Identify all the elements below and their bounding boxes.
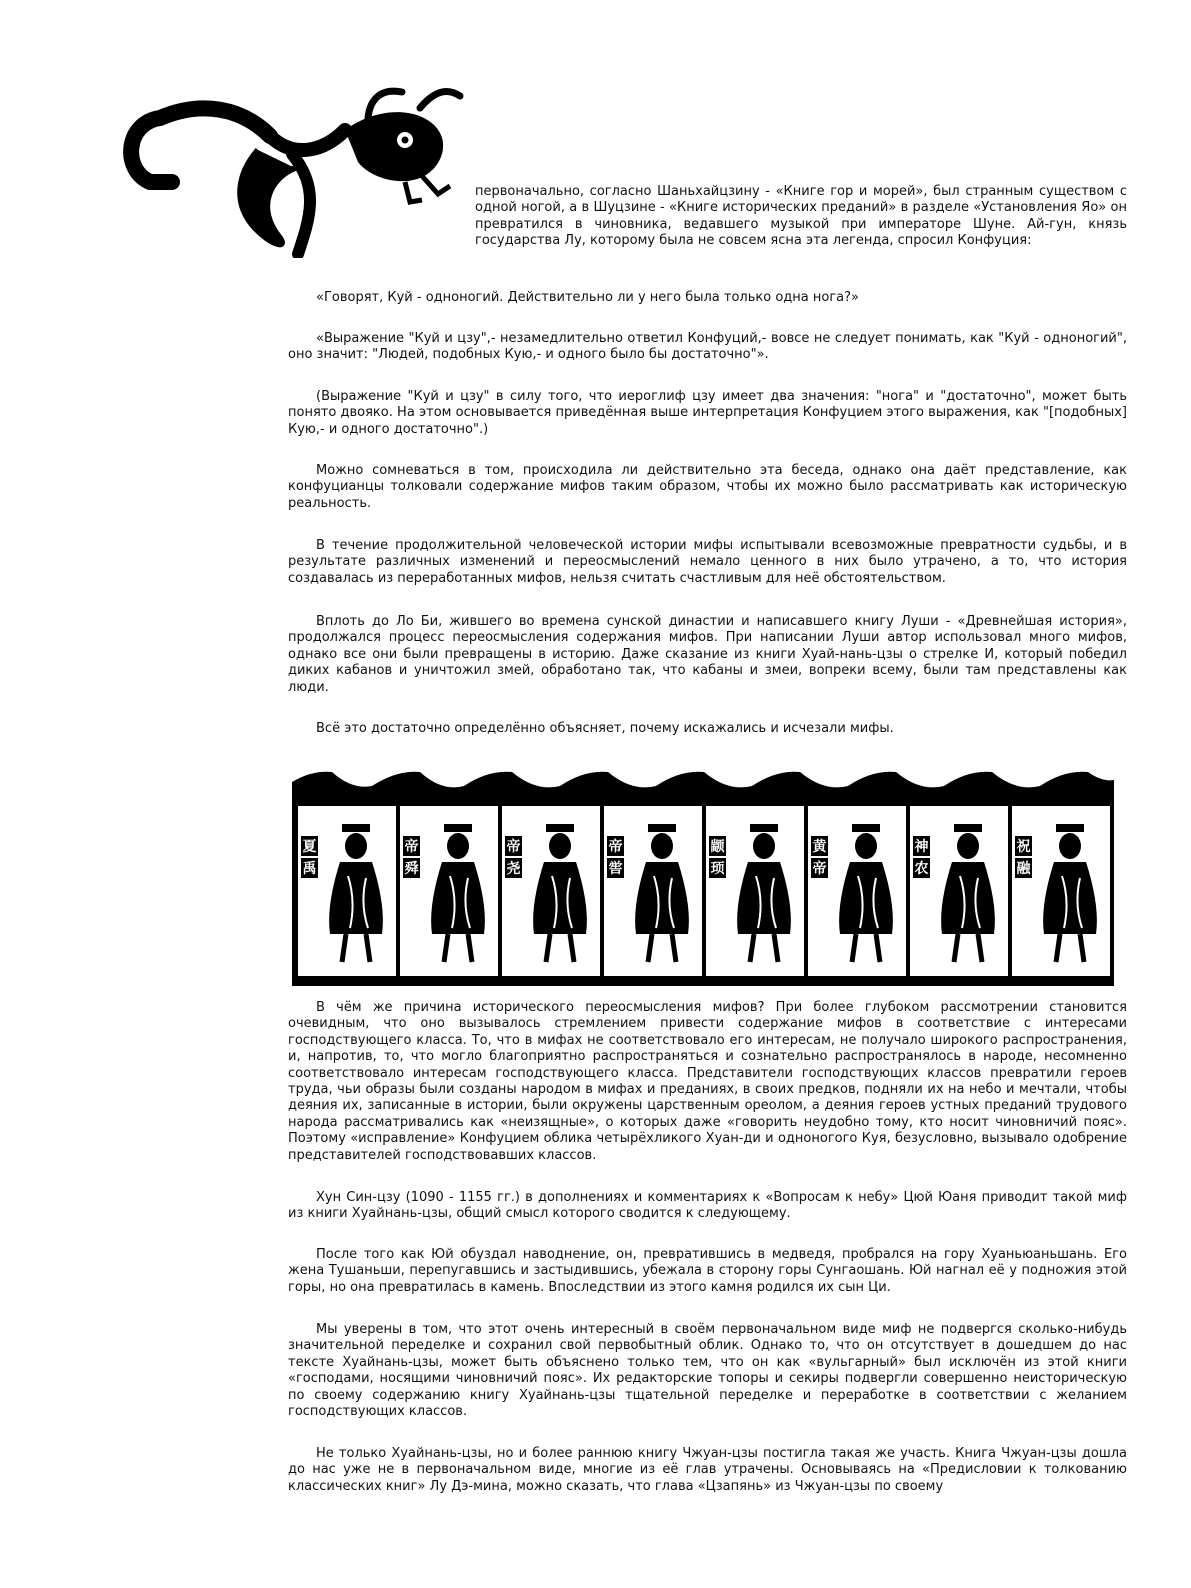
paragraph-confucius-answer: «Выражение "Куй и цзу",- незамедлительно ответил Конфуций,- вовсе не следует понимать, как "Куй - одноногий", оно значит: "Людей, подобных Кую,- и одного было бы достаточно"».	[288, 331, 1127, 363]
frieze-label: 祝融	[1016, 839, 1031, 877]
frieze-label: 黄帝	[812, 839, 827, 877]
paragraph-hun-sin-tszu: Хун Син-цзу (1090 - 1155 гг.) в дополнениях и комментариях к «Вопросам к небу» Цюй Юаня приводит такой миф из книги Хуайнань-цзы, общий смысл которого сводится к следующему.	[288, 1190, 1127, 1222]
intro-paragraph: первоначально, согласно Шаньхайцзину - «Книге гор и морей», был странным существом с одной ногой, а в Шуцзине - «Книге исторических преданий» в разделе «Установления Яо» он превратился в чиновника, ведавшего музыкой при императоре Шуне. Ай-гун, князь государства Лу, которому была не совсем ясна эта легенда, спросил Конфуция:	[475, 184, 1127, 249]
paragraph-zhuangzi: Не только Хуайнань-цзы, но и более раннюю книгу Чжуан-цзы постигла такая же участь. Книга Чжуан-цзы дошла до нас уже не в первоначальном виде, многие из её глав утрачены. Основываясь на «Предисловии к толкованию классических книг» Лу Дэ-мина, можно сказать, что глава «Цзапянь» из Чжуан-цзы по своему	[288, 1446, 1127, 1494]
frieze-label: 帝舜	[404, 839, 419, 877]
paragraph-conclusion: Всё это достаточно определённо объясняет, почему искажались и исчезали мифы.	[316, 721, 894, 736]
paragraph-myth-preserved: Мы уверены в том, что этот очень интересный в своём первоначальном виде миф не подвергся сколько-нибудь значительной переделке и сохранил свой первобытный облик. Однако то, что он отсутствует в дошедшем до нас тексте Хуайнань-цзы, может быть объяснено только тем, что он как «вульгарный» был исключён из этой книги «господами, носящими чиновничий пояс». Их редакторские топоры и секиры подвергли совершенно неисторическую по своему содержанию книгу Хуайнань-цзы тщательной переделке и переработке в соответствии с желанием господствующих классов.	[288, 1322, 1127, 1420]
frieze-label: 帝喾	[608, 839, 623, 877]
paragraph-explanation: (Выражение "Куй и цзу" в силу того, что иероглиф цзу имеет два значения: "нога" и "достаточно", может быть понято двояко. На этом основывается приведённая выше интерпретация Конфуцием этого выражения, как "[подобных] Кую,- и одного достаточно".)	[288, 389, 1127, 437]
frieze-label: 夏禹	[302, 839, 317, 877]
emperors-frieze-illustration	[292, 768, 1114, 986]
paragraph-history: В течение продолжительной человеческой истории мифы испытывали всевозможные превратности судьбы, и в результате различных изменений и переосмыслений немало ценного в них было утрачено, а то, что история создавалась из переработанных мифов, нельзя считать счастливым для неё обстоятельством.	[288, 538, 1127, 586]
paragraph-yu-myth: После того как Юй обуздал наводнение, он, превратившись в медведя, пробрался на гору Хуаньюаньшань. Его жена Тушаньши, перепугавшись и застыдившись, убежала в сторону горы Сунгаошань. Юй нагнал её у подножия этой горы, но она превратилась в камень. Впоследствии из этого камня родился их сын Ци.	[288, 1247, 1127, 1295]
paragraph-doubt: Можно сомневаться в том, происходила ли действительно эта беседа, однако она даёт представление, как конфуцианцы толковали содержание мифов таким образом, чтобы их можно было рассматривать как историческую реальность.	[288, 463, 1127, 511]
frieze-label: 颛顼	[710, 839, 725, 877]
paragraph-question: «Говорят, Куй - одноногий. Действительно ли у него была только одна нога?»	[316, 290, 859, 305]
frieze-label: 神农	[914, 839, 929, 877]
paragraph-reason: В чём же причина исторического переосмысления мифов? При более глубоком рассмотрении становится очевидным, что оно вызывалось стремлением привести содержание мифов в соответствие с интересами господствующего класса. То, что в мифах не соответствовало его интересам, не получало широкого распространения, и, напротив, то, что могло благоприятно распространяться и сознательно распространялось в народе, несомненно соответствовало интересам господствующего класса. Представители господствующих классов превратили героев труда, чьи образы были созданы народом в мифах и преданиях, в своих предков, подняли их на небо и мечтали, чтобы деяния их, записанные в истории, были окружены царственным ореолом, а деяния героев устных преданий трудового народа рассматривались как «неизящные», о которых даже «говорить неудобно тому, кто носит чиновничий пояс». Поэтому «исправление» Конфуцием облика четырёхликого Хуан-ди и одноногого Куя, безусловно, вызывало одобрение представителей господствовавших классов.	[288, 1000, 1127, 1163]
dragon-illustration	[120, 78, 465, 258]
paragraph-lo-bi: Вплоть до Ло Би, жившего во времена сунской династии и написавшего книгу Луши - «Древнейшая история», продолжался процесс переосмысления содержания мифов. При написании Луши автор использовал много мифов, однако все они были превращены в историю. Даже сказание из книги Хуай-нань-цзы о стрелке И, который победил диких кабанов и уничтожил змей, обработано так, что кабаны и змеи, вопреки всему, были там представлены как люди.	[288, 614, 1127, 695]
frieze-label: 帝尧	[506, 839, 521, 877]
